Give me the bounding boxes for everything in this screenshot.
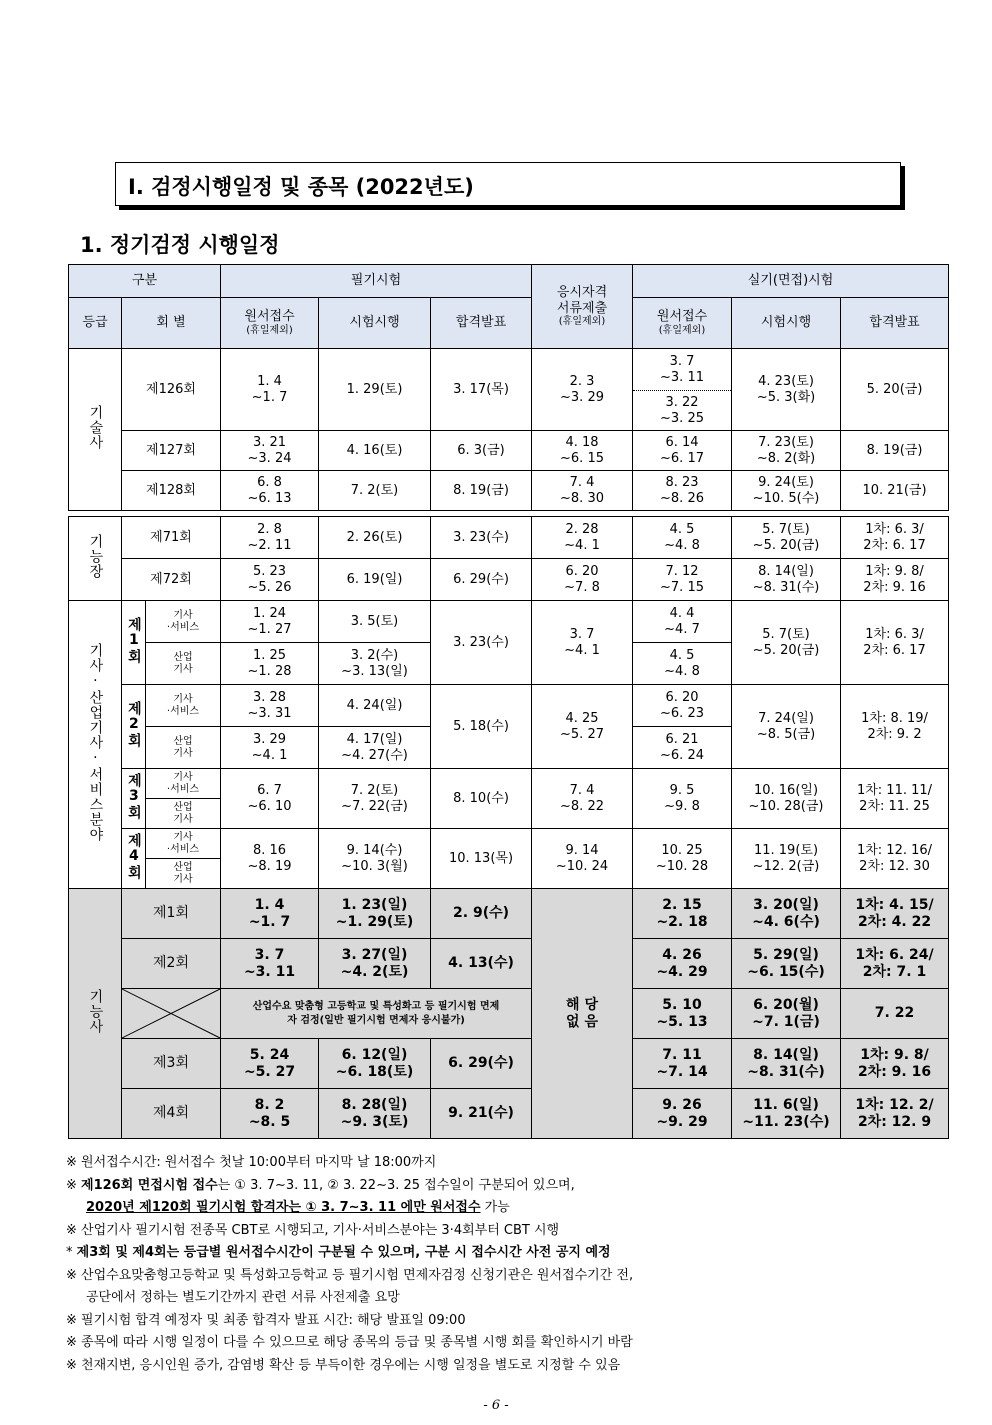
note-item: 공단에서 정하는 별도기간까지 관련 서류 사전제출 요망 [86, 1290, 400, 1305]
table-row: 기술사 제126회 1. 4 ~1. 7 1. 29(토) 3. 17(목) 2. 3 ~3. 29 3. 7 ~3. 11 4. 23(토) ~5. 3(화) 5. 20(금) [69, 349, 949, 391]
group-gisulsa: 기술사 [69, 349, 122, 511]
note-item: ※ 종목에 따라 시행 일정이 다를 수 있으므로 해당 종목의 등급 및 종목별 시행 회를 확인하시기 바람 [66, 1335, 633, 1350]
table-row: 제3회 기사 ·서비스 6. 7 ~6. 10 7. 2(토) ~7. 22(금) 8. 10(수) 7. 4 ~8. 22 9. 5 ~9. 8 10. 16(일) ~10. 28(금) 1차: 11. 11/ 2차: 11. 25 [69, 769, 949, 799]
header-w-apply: 원서접수 (휴일제외) [221, 298, 319, 349]
page-number: - 6 - [483, 1398, 509, 1413]
header-p-apply: 원서접수 (휴일제외) [633, 298, 732, 349]
note-item: ※ 산업기사 필기시험 전종목 CBT로 시행되고, 기사·서비스분야는 3·4회부터 CBT 시행 [66, 1222, 560, 1238]
table-row: 제3회 5. 24 ~5. 27 6. 12(일) ~6. 18(토) 6. 29(수) 7. 11 ~7. 14 8. 14(일) ~8. 31(수) 1차: 9. 8/ 2차: 9. 16 [69, 1039, 949, 1089]
header-w-exam: 시험시행 [319, 298, 431, 349]
sub-title: 1. 정기검정 시행일정 [80, 233, 280, 257]
note-item: 2020년 제120회 필기시험 합격자는 ① 3. 7∼3. 11 에만 원서접수 가능 [86, 1200, 510, 1215]
table-row: 기능장 제71회 2. 8 ~2. 11 2. 26(토) 3. 23(수) 2. 28 ~4. 1 4. 5 ~4. 8 5. 7(토) ~5. 20(금) 1차: 6. 3/ 2차: 6. 17 [69, 517, 949, 559]
table-row: 기능사 제1회 1. 4 ~1. 7 1. 23(일) ~1. 29(토) 2. 9(수) 해 당 없 음 2. 15 ~2. 18 3. 20(일) ~4. 6(수) 1차: 4. 15/ 2차: 4. 22 [69, 889, 949, 939]
table-row: 제4회 8. 2 ~8. 5 8. 28(일) ~9. 3(토) 9. 21(수) 9. 26 ~9. 29 11. 6(일) ~11. 23(수) 1차: 12. 2/ 2차: 12. 9 [69, 1089, 949, 1139]
header-row-1 [69, 265, 949, 298]
header-p-result: 합격발표 [841, 298, 949, 349]
table-row: 기사·산업기사·서비스분야 제1회 기사 ·서비스 1. 24 ~1. 27 3. 5(토) 3. 23(수) 3. 7 ~4. 1 4. 4 ~4. 7 5. 7(토) ~5. 20(금) 1차: 6. 3/ 2차: 6. 17 [69, 601, 949, 643]
notes [66, 1152, 946, 1377]
header-w-result: 합격발표 [431, 298, 532, 349]
table-row: 3. 22 ~3. 25 [69, 391, 949, 431]
table-row: 산업수요 맞춤형 고등학교 및 특성화고 등 필기시험 면제 자 검정(일반 필기시험 면제자 응시불가) 5. 10 ~5. 13 6. 20(월) ~7. 1(금) 7. 22 [69, 989, 949, 1039]
diagonal-cross [122, 989, 220, 1038]
header-round: 회 별 [122, 298, 221, 349]
group-ginungjang: 기능장 [69, 517, 122, 601]
header-p-exam: 시험시행 [732, 298, 841, 349]
table-row: 제4회 기사 ·서비스 8. 16 ~8. 19 9. 14(수) ~10. 3(월) 10. 13(목) 9. 14 ~10. 24 10. 25 ~10. 28 11. 19(토) ~12. 2(금) 1차: 12. 16/ 2차: 12. 30 [69, 829, 949, 859]
table-row: 산업 기사 [69, 799, 949, 829]
table-row: 산업 기사 [69, 859, 949, 889]
header-gubun: 구분 [69, 265, 221, 298]
section-title: Ⅰ. 검정시행일정 및 종목 (2022년도) [128, 175, 474, 199]
note-item: * 제3회 및 제4회는 등급별 원서접수시간이 구분될 수 있으며, 구분 시 접수시간 사전 공지 예정 [66, 1245, 611, 1260]
table-row: 산업 기사 1. 25 ~1. 28 3. 2(수) ~3. 13(일) 4. 5 ~4. 8 [69, 643, 949, 685]
header-practical: 실기(면접)시험 [633, 265, 949, 298]
table-row: 제2회 기사 ·서비스 3. 28 ~3. 31 4. 24(일) 5. 18(수) 4. 25 ~5. 27 6. 20 ~6. 23 7. 24(일) ~8. 5(금) 1차: 8. 19/ 2차: 9. 2 [69, 685, 949, 727]
header-grade: 등급 [69, 298, 122, 349]
note-item: ※ 산업수요맞춤형고등학교 및 특성화고등학교 등 필기시험 면제자검정 신청기관은 원서접수기간 전, [66, 1267, 634, 1283]
note-item: ※ 천재지변, 응시인원 증가, 감염병 확산 등 부득이한 경우에는 시행 일정을 별도로 지정할 수 있음 [66, 1357, 621, 1373]
note-item: ※ 원서접수시간: 원서접수 첫날 10:00부터 마지막 날 18:00까지 [66, 1155, 437, 1170]
table-row: 제72회 5. 23 ~5. 26 6. 19(일) 6. 29(수) 6. 20 ~7. 8 7. 12 ~7. 15 8. 14(일) ~8. 31(수) 1차: 9. 8/ 2차: 9. 16 [69, 559, 949, 601]
section-title-box [115, 162, 901, 206]
table-row: 제128회 6. 8 ~6. 13 7. 2(토) 8. 19(금) 7. 4 ~8. 30 8. 23 ~8. 26 9. 24(토) ~10. 5(수) 10. 21(금) [69, 471, 949, 511]
schedule-table [68, 264, 949, 511]
table-row: 제2회 3. 7 ~3. 11 3. 27(일) ~4. 2(토) 4. 13(수) 4. 26 ~4. 29 5. 29(일) ~6. 15(수) 1차: 6. 24/ 2차: 7. 1 [69, 939, 949, 989]
special-exam-note: 산업수요 맞춤형 고등학교 및 특성화고 등 필기시험 면제 자 검정(일반 필기시험 면제자 응시불가) [221, 989, 532, 1039]
group-gisa: 기사·산업기사·서비스분야 [69, 601, 122, 889]
ginungsa-docs: 해 당 없 음 [532, 889, 633, 1139]
note-item: ※ 제126회 면접시험 접수는 ① 3. 7∼3. 11, ② 3. 22∼3. 25 접수일이 구분되어 있으며, [66, 1177, 575, 1193]
diagonal-cell [122, 989, 221, 1039]
table-row: 제127회 3. 21 ~3. 24 4. 16(토) 6. 3(금) 4. 18 ~6. 15 6. 14 ~6. 17 7. 23(토) ~8. 2(화) 8. 19(금) [69, 431, 949, 471]
group-ginungsa: 기능사 [69, 889, 122, 1139]
note-item: ※ 필기시험 합격 예정자 및 최종 합격자 발표 시간: 해당 발표일 09:00 [66, 1312, 466, 1328]
header-row-2 [69, 298, 949, 349]
header-written: 필기시험 [221, 265, 532, 298]
table-row: 산업 기사 3. 29 ~4. 1 4. 17(일) ~4. 27(수) 6. 21 ~6. 24 [69, 727, 949, 769]
header-docs: 응시자격 서류제출 (휴일제외) [532, 265, 633, 349]
schedule-table-2 [68, 516, 949, 1139]
